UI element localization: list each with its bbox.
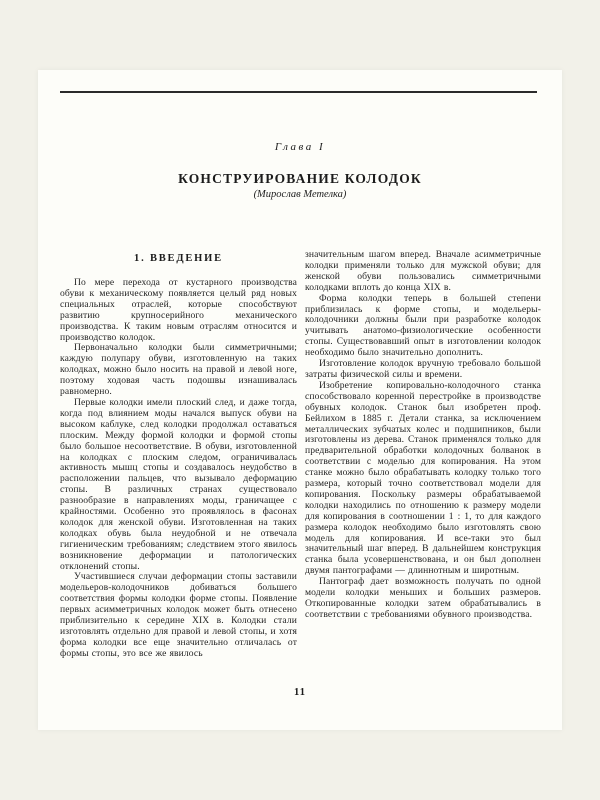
header-rule [60, 91, 537, 93]
paragraph: Изобретение копировально-колодочного станка способствовало коренной перестройке в производстве обувных колодок. Станок был изобретен проф. Бейлихом в 1885 г. Детали станка, за исключением металлических зубчатых колес и подшипников, были изготовлены из дерева. Станок применялся только для предварительной обработки колодочных болванок в соответствии с моделью для копирования. На этом станке можно было обрабатывать колодку только того размера, который точно соответствовал модели для копирования. Поскольку размеры обрабатываемой колодки находились по отношению к размеру модели для копирования в соотношении 1 : 1, то для каждого размера колодок необходимо было изготовлять свою модель для копирования. И все-таки это был значительный шаг вперед. В дальнейшем конструкция станка была усовершенствована, и он был дополнен двумя пантографами — длиннотным и широтным. [305, 379, 541, 577]
book-page [38, 70, 562, 730]
paragraph: Форма колодки теперь в большей степени приблизилась к форме стопы, и модельеры-колодочники должны были при разработке колодок учитывать анатомо-физиологические особенности стопы. Существовавший опыт в изготовлении колодок необходимо было значительно дополнить. [305, 292, 541, 359]
paragraph: Участившиеся случаи деформации стопы заставили модельеров-колодочников добиваться большего соответствия формы колодки форме стопы. Появление первых асимметричных колодок может быть отнесено приблизительно к середине XIX в. Колодки стали изготовлять отдельно для правой и левой стопы, и хотя форма колодки все еще значительно отличалась от формы стопы, это все же явилось [60, 571, 297, 659]
paragraph: Изготовление колодок вручную требовало большой затраты физической силы и времени. [305, 358, 541, 380]
paragraph: Первоначально колодки были симметричными; каждую полупару обуви, изготовленную на таких колодках, можно было носить на правой и левой ноге, поэтому ходовая часть подошвы изнашивалась равномерно. [60, 342, 297, 398]
chapter-label: Глава I [274, 141, 326, 153]
paragraph: Пантограф дает возможность получать по одной модели колодки меньших и больших размеров. Откопированные колодки затем обрабатывались в соответствии с требованиями обувного производства. [305, 576, 541, 620]
left-column-text [60, 278, 297, 660]
paragraph: По мере перехода от кустарного производства обуви к механическому появляется целый ряд новых специальных отраслей, которые способствуют развитию крупносерийного механического производства. К таким новым отраслям относится и производство колодок. [60, 277, 297, 343]
author-name: (Мирослав Метелка) [253, 189, 347, 200]
page-number: 11 [294, 687, 306, 698]
chapter-title: КОНСТРУИРОВАНИЕ КОЛОДОК [178, 171, 422, 186]
paragraph: Первые колодки имели плоский след, и даже тогда, когда под влиянием моды начался выпуск обуви на высоком каблуке, след колодки продолжал оставаться плоским. Между формой колодки и формой стопы было большое несоответствие. В обуви, изготовленной на колодках с плоским следом, ограничивалась активность мышц стопы и создавалось неудобство в расположении пальцев, что вызывало деформацию стопы. В различных странах существовало разнообразие в направлениях моды, граничащее с крайностями. Особенно это проявлялось в фасонах колодок для женской обуви. Изготовленная на таких колодках обувь была неудобной и не отвечала гигиеническим требованиям; следствием этого явилось возникновение деформации и патологических отклонений стопы. [60, 396, 297, 572]
right-column [305, 250, 541, 621]
section-heading: 1. ВВЕДЕНИЕ [134, 253, 223, 264]
left-column [60, 253, 297, 660]
paragraph: значительным шагом вперед. Вначале асимметричные колодки применяли только для мужской обуви; для женской обуви пользовались симметричными колодками вплоть до конца XIX в. [305, 249, 541, 293]
